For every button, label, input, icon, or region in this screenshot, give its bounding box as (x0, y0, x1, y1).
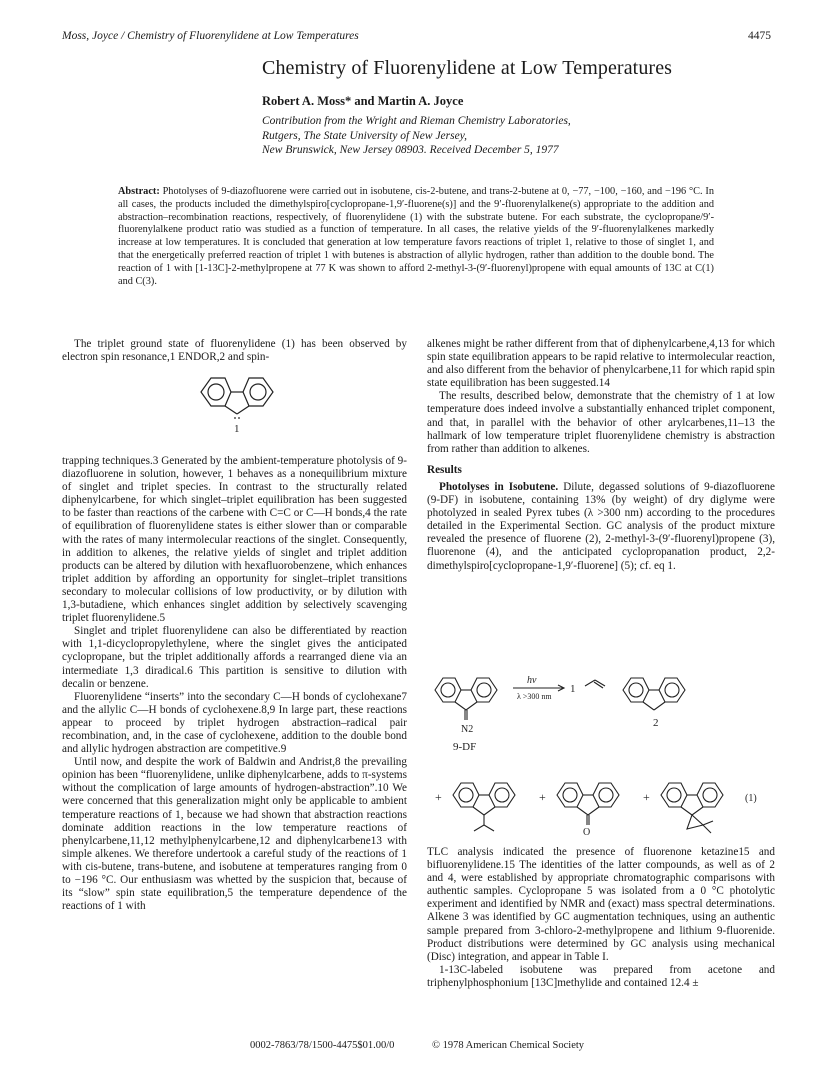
page-number: 4475 (748, 30, 771, 42)
paragraph: The triplet ground state of fluorenylidene (1) has been observed by electron spin resonance,1 ENDOR,2 and spin- (62, 338, 407, 364)
paragraph: Until now, and despite the work of Baldwin and Andrist,8 the prevailing opinion has been “fluorenylidene, unlike diphenylcarbene, adds to π-systems without the complication of large amounts of hydrogen-abstraction”.10 We were concerned that this generalization might only be applicable to ambient temperature reactions of 1, because we had shown that abstraction reactions dominate addition reactions in the low temperature reactions of phenylcarbene,11,12 methylphenylcarbene,12 and diphenylcarbene13 with simple alkenes. We therefore undertook a careful study of the reactions of 1 with cis-butene, trans-butene, and isobutene at temperatures ranging from 0 to −196 °C. Our enthusiasm was whetted by the suspicion that, because of its “slow” spin state equilibration,5 the temperature dependence of the reactions of 1 with (62, 756, 407, 913)
paragraph (427, 481, 775, 573)
left-column-top (62, 338, 407, 364)
section-heading: Results (427, 463, 462, 476)
paragraph: trapping techniques.3 Generated by the ambient-temperature photolysis of 9-diazofluorene in solution, however, 1 behaves as a nonequilibrium mixture of singlet and triplet species. In contrast to the structurally related diphenylcarbene, for which singlet–triplet equilibration has been suggested to be faster than reactions of the carbene with C=C or C—H bonds,4 the rate of equilibration of fluorenylidene states is either slower than or comparable with the rates of many intermolecular reactions of the singlet. Consequently, in addition to alkenes, the relative yields of singlet and triplet addition products can be altered by dilution with hexafluorobenzene, which enhances triplet addition by affording an opportunity for singlet–triplet transitions secondary to molecular collisions of low productivity, or by dilution with 1,3-butadiene, which enhances singlet addition by selectively scavenging triplet fluorenylidene.5 (62, 455, 407, 625)
fluorenylidene-structure (197, 370, 277, 435)
paragraph: alkenes might be rather different from that of diphenylcarbene,4,13 for which spin state equilibration appears to be rapid relative to intermolecular reaction, and also different from the behavior of phenylcarbene,11 for which rapid spin state equilibration has been suggested.14 (427, 338, 775, 390)
footer-code: 0002-7863/78/1500-4475$01.00/0 (250, 1040, 395, 1051)
paragraph: 1-13C-labeled isobutene was prepared from acetone and triphenylphosphonium [13C]methylide and contained 12.4 ± (427, 963, 775, 989)
n2-label: N2 (461, 724, 474, 735)
paragraph-text: Dilute, degassed solutions of 9-diazofluorene (9-DF) in isobutene, containing 13% (by weight) of dry diglyme were photolyzed in sealed Pyrex tubes (λ >300 nm) according to the procedures detailed in the Experimental Section. GC analysis of the product mixture revealed the presence of fluorene (2), 2-methyl-3-(9′-fluorenyl)propene (3), fluorenone (4), and the anticipated cyclopropanation product, 2,2-dimethylspiro[cyclopropane-1,9′-fluorene] (5); cf. eq 1. (427, 480, 775, 572)
paragraph: TLC analysis indicated the presence of fluorenone ketazine15 and bifluorenylidene.15 The identities of the latter compounds, as well as of 2 and 4, were established by appropriate chromatographic comparisons with authentic samples. Cyclopropane 5 was isolated from a 0 °C photolytic experiment and identified by NMR and (exact) mass spectral determinations. Alkene 3 was identified by GC augmentation techniques, using an authentic sample prepared from 3-chloro-2-methylpropene and lithium 9-fluorenide. Product distributions were determined by GC analysis using mechanical (Disc) integration, and appear in Table I. (427, 846, 775, 963)
paragraph: Singlet and triplet fluorenylidene can also be differentiated by reaction with 1,1-dicyclopropylethylene, where the singlet gives the anticipated cyclopropane, but the triplet additionally affords a rearranged diene via an intermediate 1,3 diradical.6 This partition is sensitive to dilution with decalin or benzene. (62, 625, 407, 690)
right-column-top (427, 338, 775, 573)
structure-label: 1 (234, 423, 240, 435)
reactant-label: 9-DF (453, 741, 477, 753)
affiliation-line: Rutgers, The State University of New Jersey, (262, 129, 468, 142)
hv-label: hν (527, 675, 537, 686)
abstract (118, 186, 714, 288)
running-title: Moss, Joyce / Chemistry of Fluorenylidene at Low Temperatures (62, 30, 359, 42)
wavelength-label: λ >300 nm (517, 692, 552, 701)
plus-sign: + (539, 790, 546, 804)
footer-copyright: © 1978 American Chemical Society (432, 1040, 585, 1051)
abstract-label: Abstract: (118, 186, 160, 197)
oxygen-label: O (583, 827, 591, 838)
article-authors: Robert A. Moss* and Martin A. Joyce (262, 94, 464, 108)
paragraph: The results, described below, demonstrate that the chemistry of 1 at low temperature does indeed involve a substantially enhanced triplet component, and that, in parallel with the behavior of other arylcarbenes,11–13 the hallmark of low temperature triplet fluorenylidene chemistry is abstraction from rather than addition to alkenes. (427, 390, 775, 455)
affiliation-line: Contribution from the Wright and Rieman Chemistry Laboratories, (262, 115, 571, 127)
abstract-text: Photolyses of 9-diazofluorene were carried out in isobutene, cis-2-butene, and trans-2-butene at 0, −77, −100, −160, and −196 °C. In all cases, the products included the dimethylspiro[cyclopropane-1,9′-fluorene(s)] and the 9′-fluorenylalkene(s) appropriate to the addition and abstraction–recombination reactions, respectively, of fluorenylidene (1) with the substrate butene. For each substrate, the cyclopropane/9′-fluorenylalkene product ratio was studied as a function of temperature. In all cases, the relative yields of the 9′-fluorenylalkenes markedly increase at low temperatures. It is concluded that generation at low temperature favors reactions of triplet 1, relative to those of singlet 1, and that the energetically preferred reaction of triplet 1 with butenes is abstraction of allylic hydrogen, rather than addition to the double bond. The reaction of 1 with [1-13C]-2-methylpropene at 77 K was shown to afford 2-methyl-3-(9′-fluorenyl)propene with equal amounts of 13C at C(1) and C(3). (118, 186, 714, 287)
reaction-scheme (427, 668, 777, 783)
paragraph-lead: Photolyses in Isobutene. (439, 480, 559, 493)
compound-2-label: 2 (653, 717, 659, 729)
paragraph: Fluorenylidene “inserts” into the secondary C—H bonds of cyclohexane7 and the allylic C—H bonds of cyclohexene.8,9 In large part, these reactions appear to proceed by triplet hydrogen abstraction–radical pair recombination, and, in the case of cyclohexene, addition to the double bond and allylic hydrogen abstraction are competitive.9 (62, 690, 407, 756)
plus-sign: + (643, 790, 650, 804)
left-column-bottom (62, 455, 407, 913)
equation-number: (1) (745, 793, 757, 804)
right-column-bottom (427, 846, 775, 990)
reaction-products (427, 775, 777, 845)
plus-sign: + (435, 790, 442, 804)
affiliation-line: New Brunswick, New Jersey 08903. Received December 5, 1977 (262, 144, 559, 156)
article-title: Chemistry of Fluorenylidene at Low Temperatures (262, 57, 673, 79)
affiliation (262, 114, 571, 158)
product-1-label: 1 (570, 683, 576, 695)
